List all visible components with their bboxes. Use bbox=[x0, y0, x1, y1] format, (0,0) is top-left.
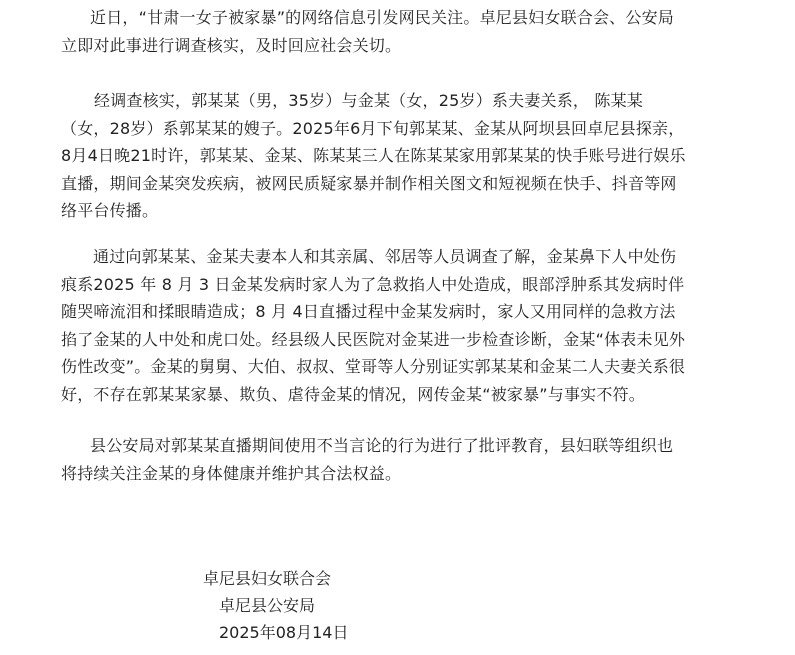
paragraph-line: （女，28岁）系郭某某的嫂子。2025年6月下旬郭某某、金某从阿坝县回卓尼县探亲， bbox=[61, 118, 685, 138]
signature-org-womens-federation: 卓尼县妇女联合会 bbox=[203, 569, 332, 588]
paragraph-line: 8月4日晚21时许，郭某某、金某、陈某某三人在陈某某家用郭某某的快手账号进行娱乐 bbox=[61, 146, 686, 165]
paragraph-line: 将持续关注金某的身体健康并维护其合法权益。 bbox=[61, 463, 402, 483]
paragraph-line: 痕系2025 年 8 月 3 日金某发病时家人为了急救掐人中处造成，眼部浮肿系其发病时伴 bbox=[61, 274, 685, 294]
paragraph-line: 近日，“甘肃一女子被家暴”的网络信息引发网民关注。卓尼县妇女联合会、公安局 bbox=[90, 8, 674, 27]
paragraph-line: 直播，期间金某突发疾病，被网民质疑家暴并制作相关图文和短视频在快手、抖音等网 bbox=[61, 173, 677, 193]
paragraph-line: 县公安局对郭某某直播期间使用不当言论的行为进行了批评教育，县妇联等组织也 bbox=[90, 436, 674, 455]
signature-org-police: 卓尼县公安局 bbox=[219, 596, 316, 615]
paragraph-2 bbox=[0, 87, 686, 225]
paragraph-line: 通过向郭某某、金某夫妻本人和其亲属、邻居等人员调查了解，金某鼻下人中处伤 bbox=[93, 247, 677, 266]
paragraph-1 bbox=[0, 4, 674, 59]
paragraph-line: 立即对此事进行调查核实，及时回应社会关切。 bbox=[61, 35, 402, 55]
paragraph-3 bbox=[0, 243, 685, 408]
paragraph-line: 络平台传播。 bbox=[61, 201, 159, 220]
paragraph-line: 掐了金某的人中处和虎口处。经县级人民医院对金某进一步检查诊断，金某“体表未见外 bbox=[61, 329, 686, 349]
paragraph-line: 经调查核实，郭某某（男，35岁）与金某（女，25岁）系夫妻关系， 陈某某 bbox=[94, 91, 644, 110]
paragraph-4 bbox=[0, 432, 673, 487]
paragraph-line: 好，不存在郭某某家暴、欺负、虐待金某的情况，网传金某“被家暴”与事实不符。 bbox=[61, 384, 645, 404]
signature-date: 2025年08月14日 bbox=[219, 623, 349, 642]
paragraph-line: 随哭啼流泪和揉眼睛造成；8 月 4日直播过程中金某发病时，家人又用同样的急救方法 bbox=[61, 302, 676, 321]
paragraph-line: 伤性改变”。金某的舅舅、大伯、叔叔、堂哥等人分别证实郭某某和金某二人夫妻关系很 bbox=[61, 357, 686, 376]
